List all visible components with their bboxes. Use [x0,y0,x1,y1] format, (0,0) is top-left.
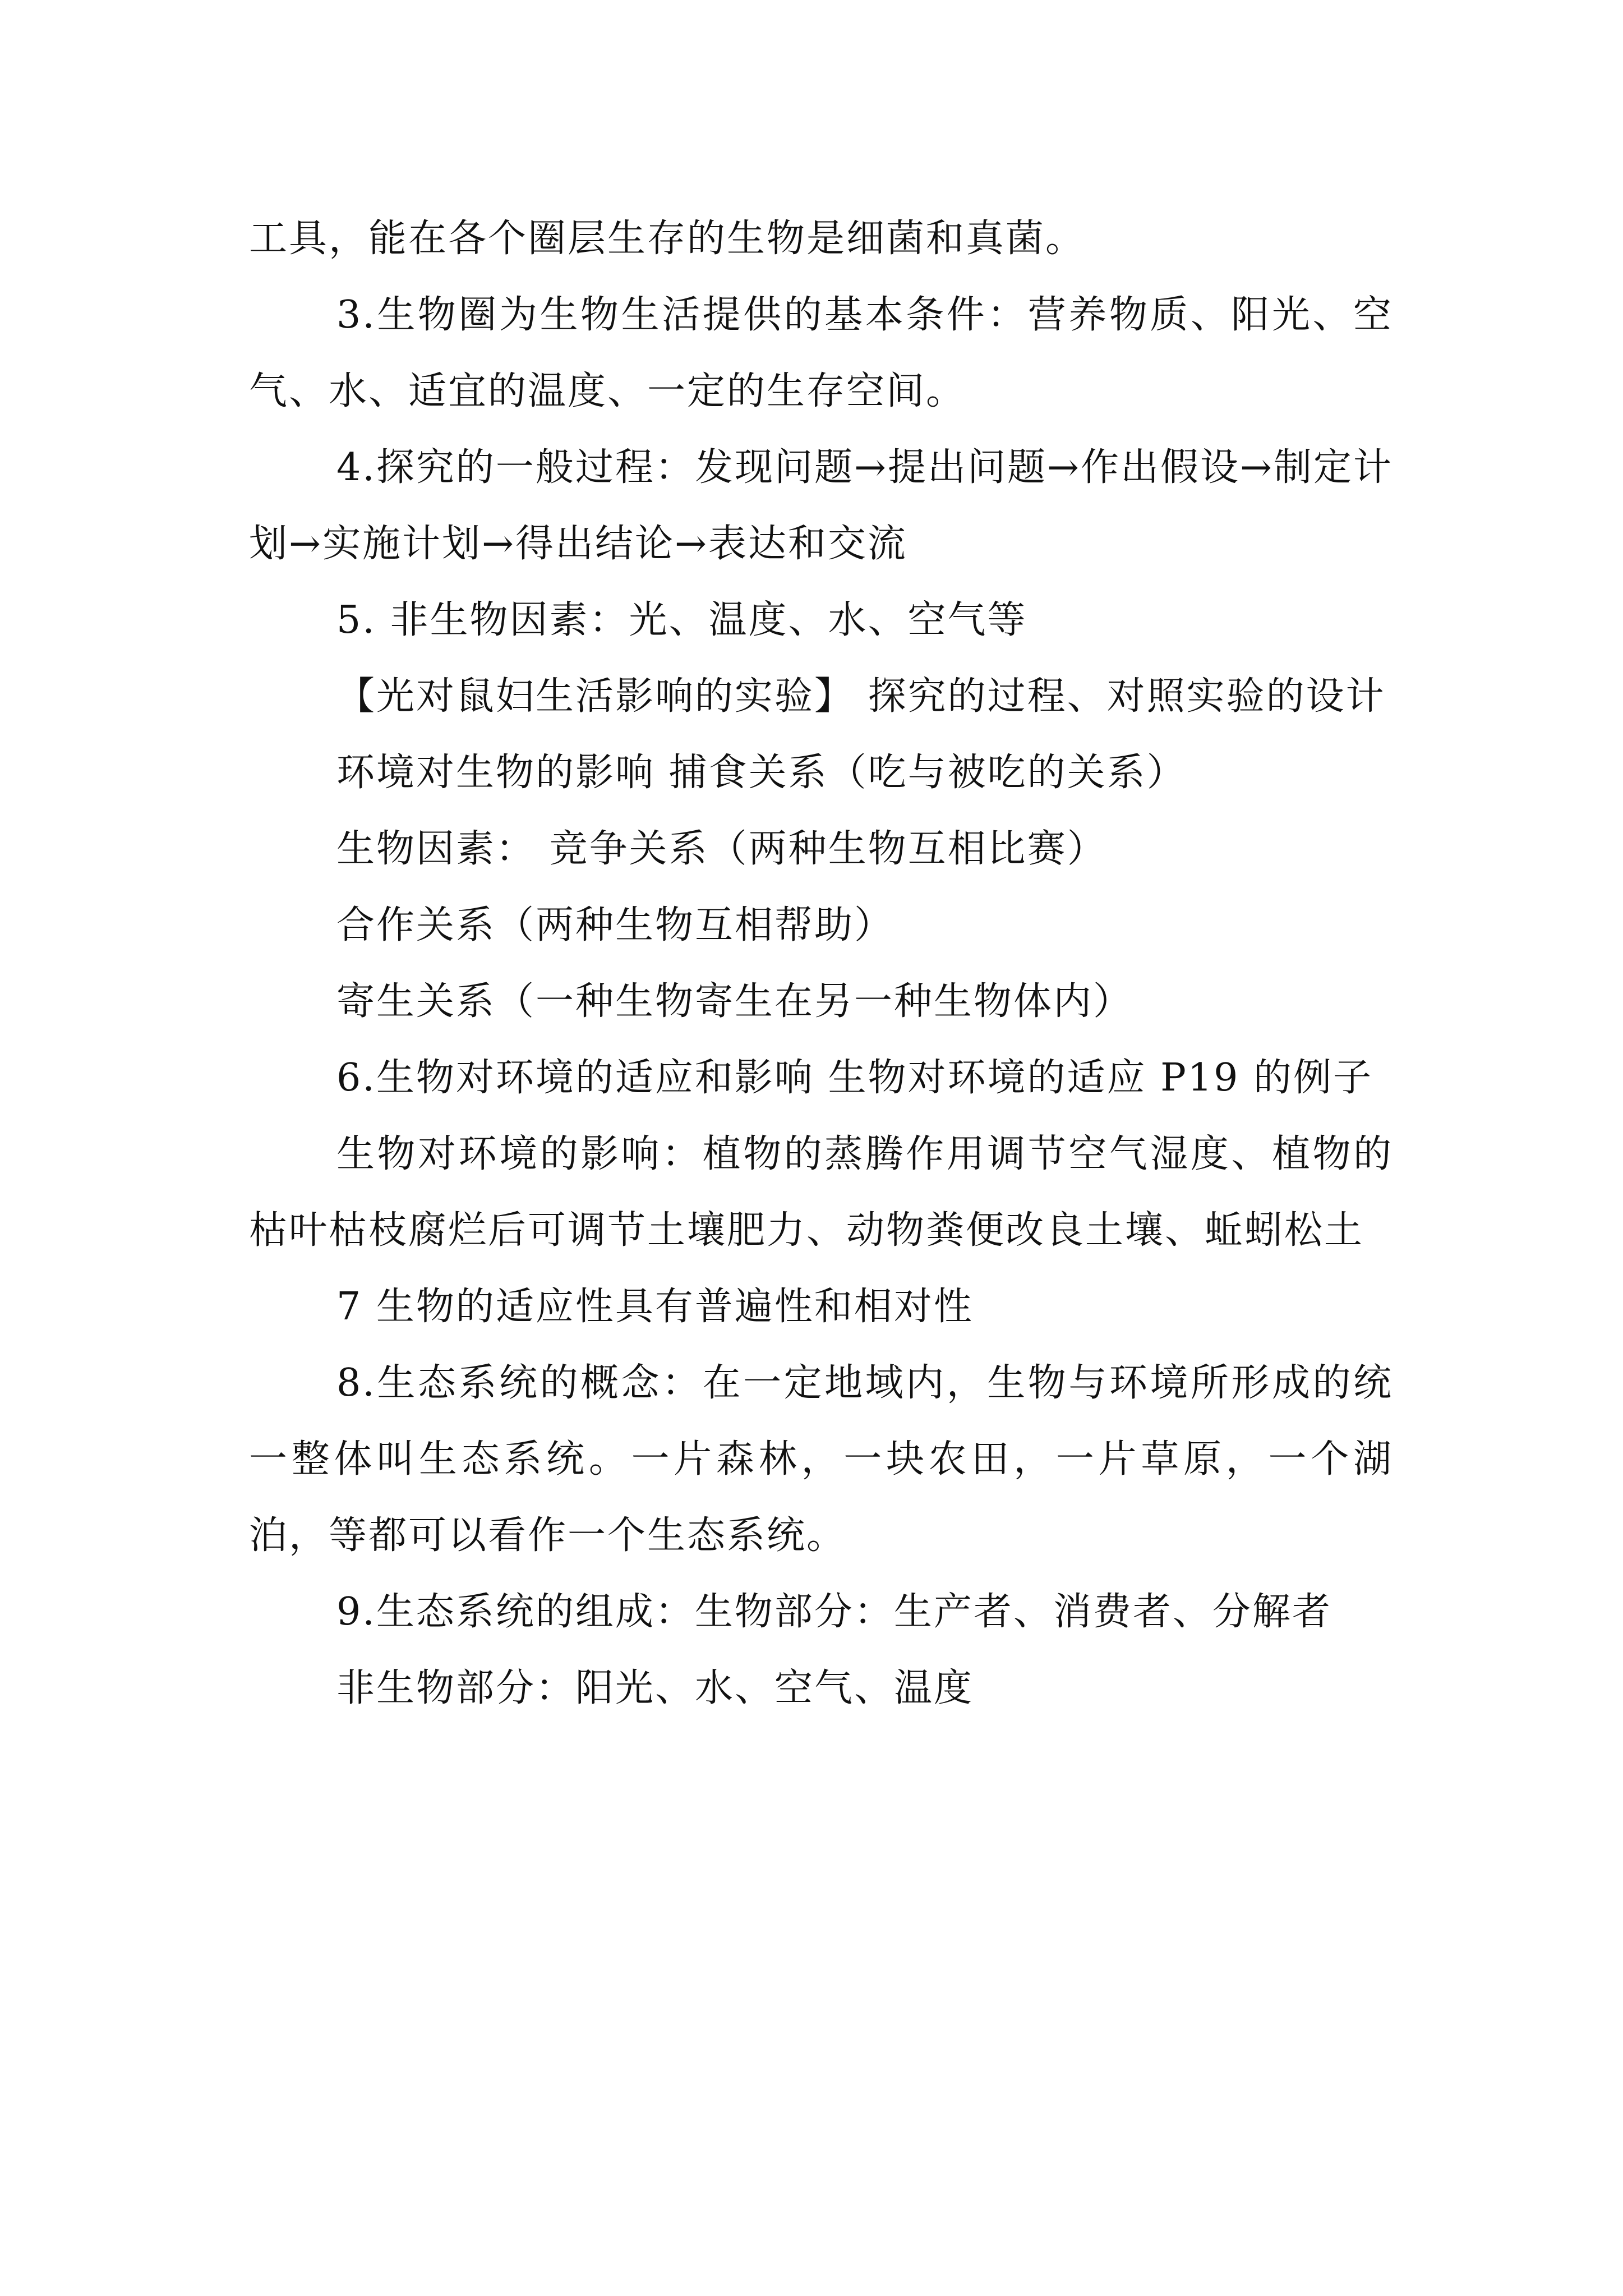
paragraph-item-9: 9.生态系统的组成：生物部分：生产者、消费者、分解者 [336,1590,1332,1634]
document-body [249,201,1393,1727]
paragraph-predation: 环境对生物的影响 捕食关系（吃与被吃的关系） [336,751,1187,795]
paragraph-item-6: 6.生物对环境的适应和影响 生物对环境的适应 P19 的例子 [336,1056,1373,1100]
paragraph-item-7: 7 生物的适应性具有普遍性和相对性 [336,1285,974,1329]
paragraph-abiotic-part: 非生物部分：阳光、水、空气、温度 [336,1666,974,1710]
paragraph-cooperation: 合作关系（两种生物互相帮助） [336,903,895,947]
paragraph-item-4: 4.探究的一般过程：发现问题→提出问题→作出假设→制定计划→实施计划→得出结论→表达和交流 [249,445,1393,566]
paragraph-competition: 生物因素： 竞争关系（两种生物互相比赛） [336,827,1107,871]
paragraph-item-8: 8.生态系统的概念：在一定地域内，生物与环境所形成的统一整体叫生态系统。一片森林，一块农田，一片草原，一个湖泊，等都可以看作一个生态系统。 [249,1361,1393,1558]
paragraph-item-3: 3.生物圈为生物生活提供的基本条件：营养物质、阳光、空气、水、适宜的温度、一定的生存空间。 [249,293,1393,413]
paragraph-experiment: 【光对鼠妇生活影响的实验】 探究的过程、对照实验的设计 [336,674,1386,719]
paragraph-item-5: 5. 非生物因素：光、温度、水、空气等 [336,598,1027,642]
paragraph-parasitism: 寄生关系（一种生物寄生在另一种生物体内） [336,979,1133,1024]
paragraph-environment-impact: 生物对环境的影响：植物的蒸腾作用调节空气湿度、植物的枯叶枯枝腐烂后可调节土壤肥力、动物粪便改良土壤、蚯蚓松土 [249,1132,1393,1253]
paragraph-continuation: 工具，能在各个圈层生存的生物是细菌和真菌。 [249,217,1086,261]
